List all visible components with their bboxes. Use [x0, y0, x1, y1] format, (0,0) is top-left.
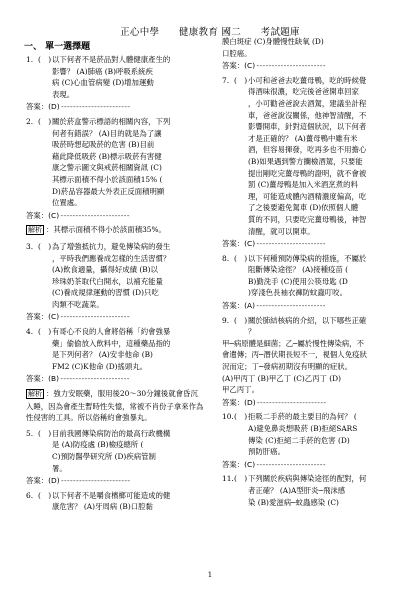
- answer-divider: - - - - - - - - - - - - - - - - - - - - - - -: [255, 459, 325, 469]
- question-text: 關於菸盒警示標語的相關內容，下列 何者有錯誤？ (A)目的就是為了讓 吸菸時想起吸菸的危害 (B)目前 藉此降低吸菸 (B)標示吸菸有害健 康之警示圖文與戒菸相關資訊 (C) 其標示面積不得小於該面積15% ( D)菸品容器最大外表正反面積明顯 位置處。: [52, 116, 171, 208]
- answer-line: [26, 101, 204, 113]
- answer-blank: ( ): [234, 412, 248, 422]
- answer-blank: ( ): [38, 116, 52, 126]
- question-item: [222, 473, 400, 508]
- question-text: 以下何者不是菸品對人體健康產生的 影響？ (A)肺癌 (B)呼吸系統疾 病 (C)心血管病變 (D)增加運動 表現。: [52, 55, 171, 99]
- answer-text: 答案：(D): [26, 102, 60, 112]
- answer-blank: ( ): [38, 241, 52, 251]
- answer-blank: ( ): [234, 75, 248, 85]
- answer-text: 答案：(C): [222, 61, 256, 71]
- question-text: 下列關於疾病與傳染途徑的配對，何 者正確？ (A)A型肝炎─飛沫感 染 (B)愛滋病─蚊蟲感染 (C): [248, 474, 367, 507]
- question-number: 6.: [26, 490, 34, 500]
- explanation: [26, 388, 204, 424]
- question-item: [222, 315, 400, 338]
- page-header: 正心中學 健康教育 國二 考試題庫: [120, 27, 300, 38]
- question-text: 以下何種預防傳染病的措施，不屬於 阻斷傳染途徑？ (A)接種疫苗 ( B)勤洗手 (C)使用公筷母匙 (D )穿淺色長袖衣褲防蚊蟲叮咬。: [248, 253, 367, 298]
- answer-line: [222, 60, 400, 72]
- question-item: [222, 75, 400, 237]
- explanation-tag: 解析: [28, 390, 42, 399]
- answer-divider: - - - - - - - - - - - - - - - - - - - - - - -: [255, 239, 325, 249]
- answer-text: 答案：(D): [222, 397, 256, 407]
- answer-divider: - - - - - - - - - - - - - - - - - - - - - - -: [59, 102, 130, 112]
- left-column: [26, 54, 204, 513]
- answer-divider: - - - - - - - - - - - - - - - - - - - - - - -: [255, 61, 325, 71]
- answer-text: 答案：(D): [26, 476, 60, 486]
- answer-blank: ( ): [234, 253, 248, 263]
- question-number: 8.: [222, 253, 230, 263]
- question-item: [26, 490, 204, 513]
- answer-text: 答案：(C): [26, 210, 60, 220]
- answer-blank: ( ): [38, 428, 52, 438]
- answer-line: [222, 459, 400, 471]
- question-item: [26, 116, 204, 209]
- question-item: [26, 326, 204, 372]
- question-text: 有哥心不良的人會將俗稱「約會強暴 藥」偷偷放入飲料中，這種藥品指的 是下列何者？ (A)安非他命 (B) FM2 (C)K他命 (D)搖頭丸。: [52, 327, 171, 371]
- question-item: [26, 241, 204, 311]
- question-text: 為了增強抵抗力，避免傳染病的發生 ，平時我們應養成怎樣的生活習慣？ (A)飲食適量，攝得好成績 (B)以 珍珠奶茶取代白開水，以補充能量 (C)養成規律運動的習慣 (D)只吃 肉類不吃蔬菜。: [52, 241, 171, 309]
- question-number: 11.: [222, 474, 234, 484]
- answer-text: 答案：(B): [26, 374, 60, 384]
- question-number: 9.: [222, 315, 230, 325]
- answer-text: 答案：(C): [222, 239, 256, 249]
- answer-line: [26, 373, 204, 385]
- question-item: [26, 428, 204, 474]
- answer-line: [26, 210, 204, 222]
- answer-line: [222, 300, 400, 312]
- answer-blank: ( ): [234, 315, 248, 325]
- question-text: 小可和爸爸去吃薑母鴨，吃的時候覺 得酒味很濃，吃完後爸爸開車回家 ，小可勸爸爸說去酒駕，建議坐計程 車，爸爸說沒關係，他神智清醒，不 影響開車，針對這個狀況，以下何者 才是正確的？ (A)薑母鴨中雖有米 酒，但容易揮發，吃再多也不用擔心 (B)如果遇到警方攔檢酒駕，只要能 提出剛吃完薑母鴨的證明，就不會被 罰 (C)薑母鴨是加入米酒烹煮的料 理，可能造成體內酒精濃度偏高，吃 了之後要避免駕車 (D)依照個人體 質的不同，只要吃完薑母鴨後，神智 清醒，就可以開車。: [248, 75, 367, 236]
- answer-divider: - - - - - - - - - - - - - - - - - - - - - - -: [255, 301, 325, 311]
- answer-divider: - - - - - - - - - - - - - - - - - - - - - - -: [255, 397, 326, 407]
- answer-line: [222, 397, 400, 409]
- answer-blank: ( ): [38, 55, 52, 64]
- answer-divider: - - - - - - - - - - - - - - - - - - - - - - -: [59, 312, 129, 322]
- question-text: 以下何者不是嚼食檳榔可能造成的健 康危害？ (A)牙周病 (B)口腔黏: [52, 490, 171, 512]
- question-number: 4.: [26, 327, 34, 337]
- question-text: 拒吸二手菸的最主要目的為何？ ( A)避免鼻炎想吸菸 (B)拒絕SARS 傳染 (C)拒絕二手菸的危害 (D) 預防肝癌。: [248, 412, 358, 457]
- question-item: [222, 253, 400, 299]
- answer-divider: - - - - - - - - - - - - - - - - - - - - - - -: [59, 210, 129, 220]
- answer-blank: ( ): [38, 327, 52, 337]
- answer-text: 答案：(A): [222, 301, 255, 311]
- answer-line: [26, 311, 204, 323]
- question-text-continued: 甲─病原體是細菌；乙─屬於慢性傳染病，不 會遺傳；丙─潛伏期長短不一，視個人免疫狀 況而定；丁─發病初期沒有明顯的症狀。 (A)甲丙丁 (B)甲乙丁 (C)乙丙丁 (D) 甲乙丙丁。: [222, 338, 367, 395]
- explanation-text: ：其標示面積不得小於該面積35%。: [46, 225, 166, 235]
- answer-blank: ( ): [234, 474, 248, 484]
- explanation-tag: 解析: [28, 226, 42, 235]
- question-item: [26, 54, 204, 100]
- answer-text: 答案：(C): [26, 312, 60, 322]
- page-number: 1: [207, 571, 213, 579]
- question-number: 10.: [222, 412, 234, 422]
- question-item: [222, 411, 400, 457]
- question-text: 目前我國傳染病防治的最高行政機構 是 (A)防疫處 (B)檢疫總所 ( C)預防醫學研究所 (D)疾病管制 署。: [52, 428, 171, 473]
- answer-divider: - - - - - - - - - - - - - - - - - - - - - - -: [59, 374, 129, 384]
- question-number: 3.: [26, 241, 34, 251]
- question-number: 2.: [26, 116, 34, 126]
- right-column: [222, 36, 400, 508]
- answer-text: 答案：(C): [222, 459, 256, 469]
- explanation-text: ：強力安眠藥，服用後20～30分鐘後就會昏沉入睡，因為會產生暫時性失憶，常被不肖份子拿來作為性侵害的工具。所以俗稱約會強暴丸。: [26, 389, 204, 423]
- question-number: 5.: [26, 428, 34, 438]
- answer-line: [222, 238, 400, 250]
- answer-line: [26, 475, 204, 487]
- question-number: 7.: [222, 75, 230, 85]
- question-number: 1.: [26, 55, 34, 64]
- section-title: 一、 單一選擇題: [24, 42, 91, 52]
- explanation: [26, 224, 204, 237]
- question-text-continued: 膜白斑症 (C)身體慢性缺氧 (D) 口腔癌。: [222, 37, 324, 58]
- answer-blank: ( ): [38, 490, 52, 500]
- question-text: 關於肺結核病的介紹，以下哪些正確 ？: [248, 315, 367, 337]
- answer-divider: - - - - - - - - - - - - - - - - - - - - - - -: [59, 476, 130, 486]
